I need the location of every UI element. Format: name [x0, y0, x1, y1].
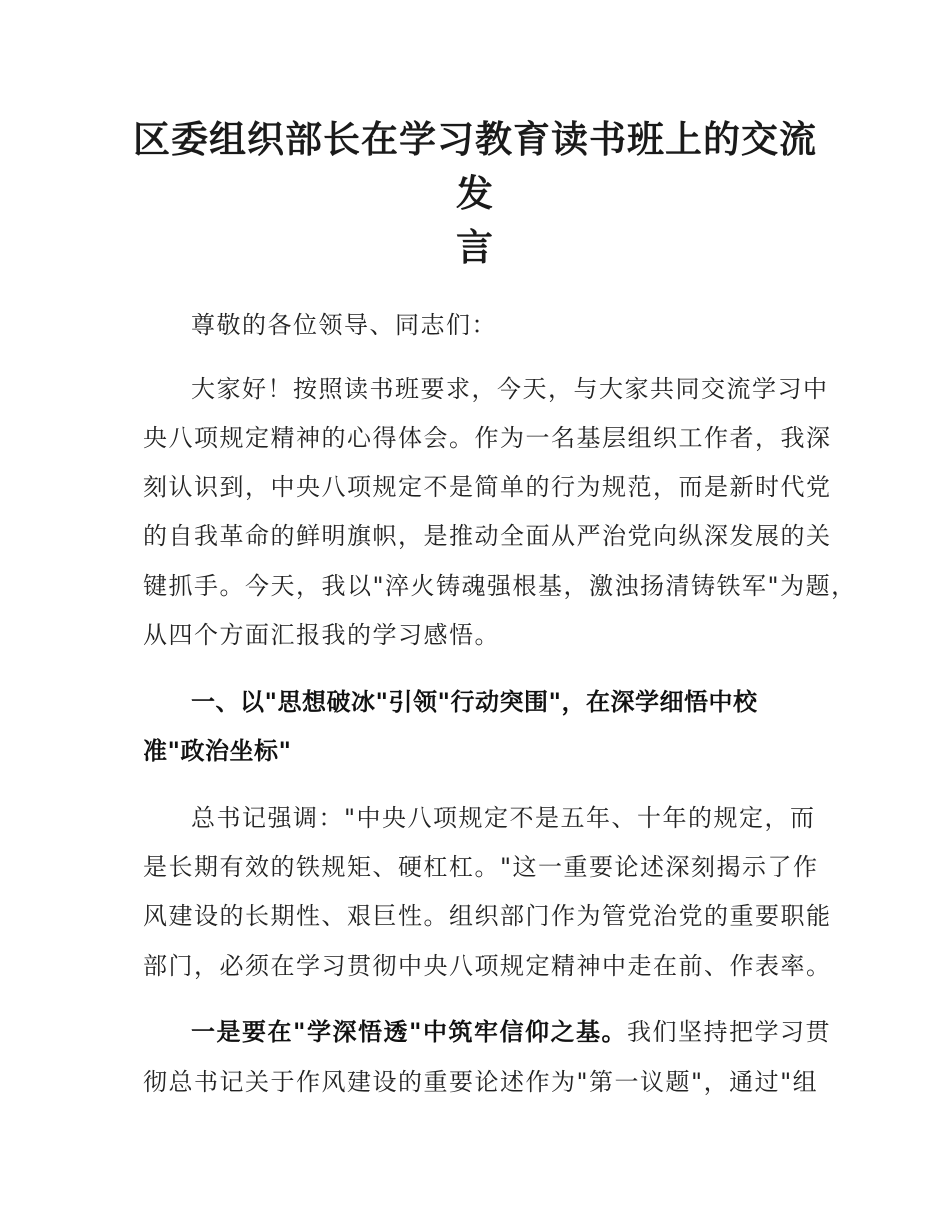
section-1-para-line-3: 风建设的长期性、艰巨性。组织部门作为管党治党的重要职能 — [143, 902, 832, 930]
point-1-rest: 我们坚持把学习贯 — [627, 1018, 832, 1046]
intro-line-3: 刻认识到，中央八项规定不是简单的行为规范，而是新时代党 — [143, 473, 832, 501]
section-1-para-line-4: 部门，必须在学习贯彻中央八项规定精神中走在前、作表率。 — [143, 952, 832, 980]
point-1-line-2: 彻总书记关于作风建设的重要论述作为"第一议题"，通过"组 — [143, 1068, 819, 1096]
document-title — [120, 112, 830, 274]
section-1-heading-line-1: 一、以"思想破冰"引领"行动突围"，在深学细悟中校 — [191, 688, 758, 716]
point-1-lead: 一是要在"学深悟透"中筑牢信仰之基。 — [191, 1018, 628, 1046]
title-line-1: 区委组织部长在学习教育读书班上的交流发 — [133, 117, 817, 215]
section-1-para-line-1: 总书记强调："中央八项规定不是五年、十年的规定，而 — [191, 804, 816, 832]
intro-line-5: 键抓手。今天，我以"淬火铸魂强根基，激浊扬清铸铁军"为题， — [143, 572, 857, 600]
point-1-line-1 — [191, 1016, 831, 1048]
intro-line-4: 的自我革命的鲜明旗帜，是推动全面从严治党向纵深发展的关 — [143, 522, 832, 550]
intro-line-1: 大家好！按照读书班要求，今天，与大家共同交流学习中 — [191, 375, 829, 403]
intro-line-6: 从四个方面汇报我的学习感悟。 — [143, 621, 500, 649]
intro-line-2: 央八项规定精神的心得体会。作为一名基层组织工作者，我深 — [143, 424, 832, 452]
title-line-2: 言 — [456, 225, 494, 269]
section-1-para-line-2: 是长期有效的铁规矩、硬杠杠。"这一重要论述深刻揭示了作 — [143, 853, 819, 881]
section-1-heading-line-2: 准"政治坐标" — [143, 737, 292, 765]
salutation: 尊敬的各位领导、同志们： — [191, 311, 497, 339]
